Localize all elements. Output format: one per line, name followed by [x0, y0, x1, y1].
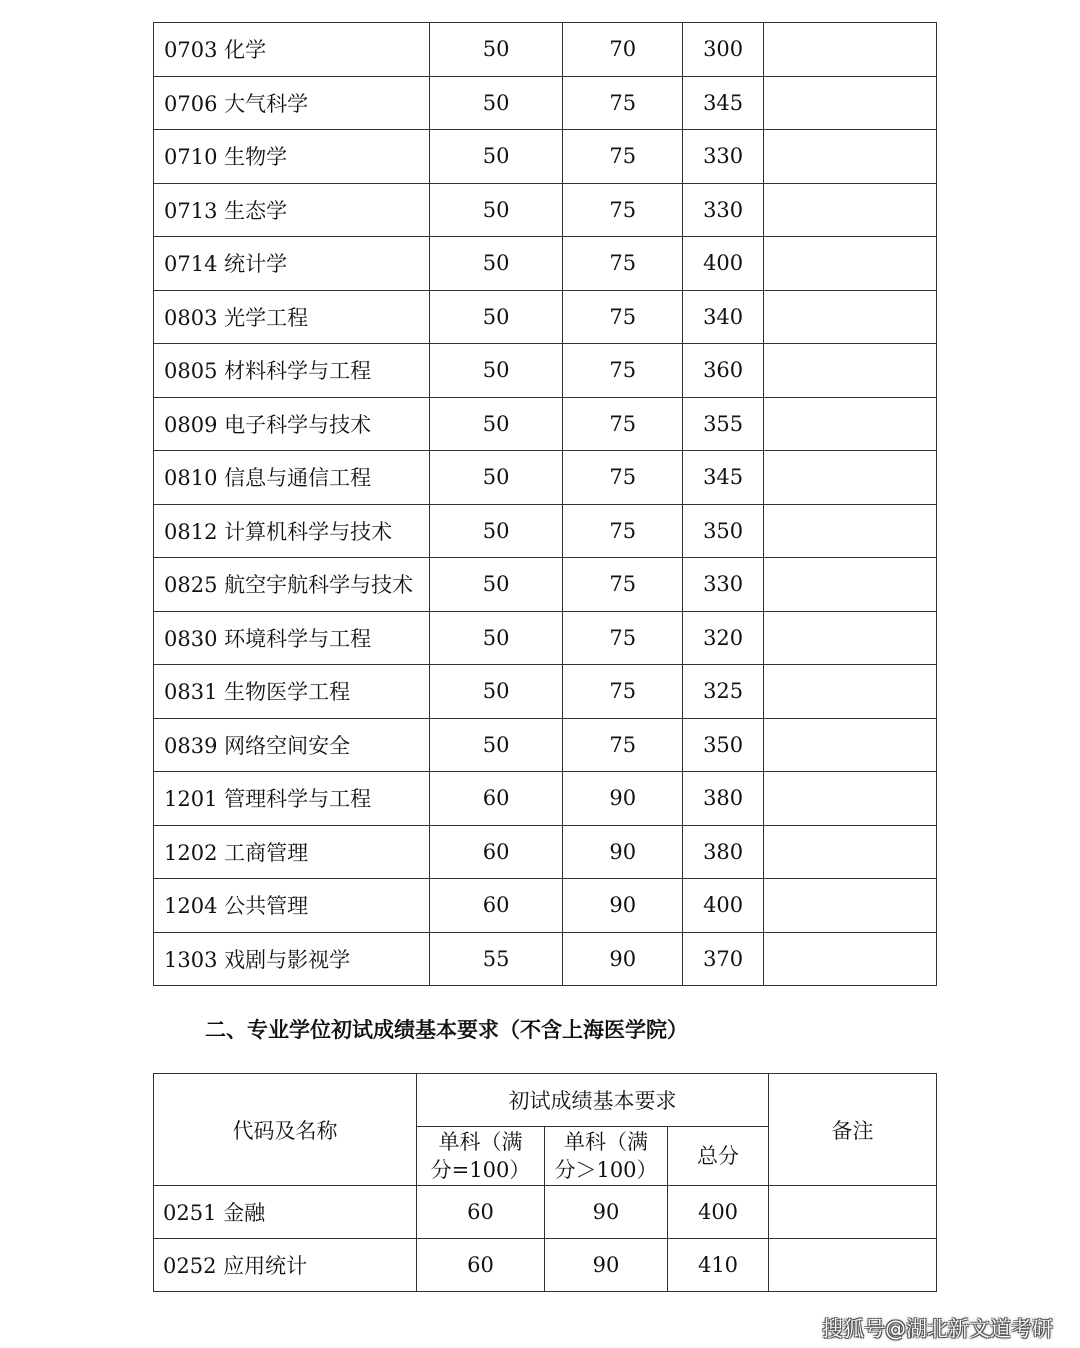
cell-total: 330 — [683, 130, 764, 184]
cell-single-over100: 75 — [563, 718, 683, 772]
table-row — [154, 23, 937, 77]
table-header-row — [154, 1074, 937, 1127]
cell-note — [764, 23, 937, 77]
cell-single-over100: 75 — [563, 237, 683, 291]
cell-note — [764, 183, 937, 237]
cell-single-100: 50 — [429, 451, 562, 505]
cell-note — [764, 397, 937, 451]
cell-single-100: 50 — [429, 344, 562, 398]
professional-score-table — [153, 1073, 937, 1292]
cell-single-100: 50 — [429, 290, 562, 344]
cell-total: 340 — [683, 290, 764, 344]
cell-code-name: 0810 信息与通信工程 — [154, 451, 430, 505]
cell-single-over100: 75 — [563, 665, 683, 719]
header-note: 备注 — [769, 1074, 937, 1186]
cell-note — [764, 344, 937, 398]
cell-total: 400 — [668, 1186, 769, 1239]
cell-single-over100: 75 — [563, 504, 683, 558]
cell-total: 325 — [683, 665, 764, 719]
cell-note — [764, 718, 937, 772]
cell-code-name: 0706 大气科学 — [154, 76, 430, 130]
cell-single-over100: 75 — [563, 451, 683, 505]
cell-total: 370 — [683, 932, 764, 986]
cell-code-name: 0713 生态学 — [154, 183, 430, 237]
cell-note — [769, 1186, 937, 1239]
table-row — [154, 665, 937, 719]
cell-code-name: 0831 生物医学工程 — [154, 665, 430, 719]
cell-single-100: 50 — [429, 611, 562, 665]
cell-single-100: 50 — [429, 718, 562, 772]
cell-code-name: 1201 管理科学与工程 — [154, 772, 430, 826]
cell-single-over100: 90 — [563, 825, 683, 879]
academic-score-table — [153, 22, 937, 986]
header-code-name: 代码及名称 — [154, 1074, 417, 1186]
cell-total: 345 — [683, 451, 764, 505]
table-row — [154, 130, 937, 184]
cell-single-over100: 75 — [563, 76, 683, 130]
cell-note — [764, 825, 937, 879]
cell-code-name: 0830 环境科学与工程 — [154, 611, 430, 665]
cell-note — [764, 130, 937, 184]
table-row — [154, 397, 937, 451]
table-row — [154, 1239, 937, 1292]
cell-single-100: 55 — [429, 932, 562, 986]
table-row — [154, 718, 937, 772]
cell-code-name: 0252 应用统计 — [154, 1239, 417, 1292]
table-row — [154, 290, 937, 344]
cell-total: 380 — [683, 772, 764, 826]
table-row — [154, 932, 937, 986]
cell-total: 410 — [668, 1239, 769, 1292]
table-row — [154, 825, 937, 879]
cell-single-100: 60 — [429, 772, 562, 826]
cell-single-over100: 90 — [563, 879, 683, 933]
cell-code-name: 0812 计算机科学与技术 — [154, 504, 430, 558]
cell-code-name: 0251 金融 — [154, 1186, 417, 1239]
section-heading: 二、专业学位初试成绩基本要求（不含上海医学院） — [205, 1018, 688, 1042]
cell-total: 350 — [683, 504, 764, 558]
cell-total: 360 — [683, 344, 764, 398]
cell-note — [764, 504, 937, 558]
cell-code-name: 0703 化学 — [154, 23, 430, 77]
header-single-100-line1: 单科（满 — [438, 1130, 523, 1154]
cell-single-over100: 75 — [563, 183, 683, 237]
cell-note — [764, 665, 937, 719]
cell-single-over100: 75 — [563, 558, 683, 612]
cell-single-over100: 75 — [563, 397, 683, 451]
table-row — [154, 451, 937, 505]
header-requirements: 初试成绩基本要求 — [417, 1074, 769, 1127]
table-row — [154, 76, 937, 130]
table-row — [154, 879, 937, 933]
cell-total: 330 — [683, 558, 764, 612]
cell-total: 330 — [683, 183, 764, 237]
header-single-over100-line2: 分＞100） — [554, 1158, 658, 1182]
cell-code-name: 1303 戏剧与影视学 — [154, 932, 430, 986]
cell-single-100: 60 — [417, 1186, 545, 1239]
table-row — [154, 611, 937, 665]
cell-note — [764, 932, 937, 986]
cell-single-over100: 90 — [545, 1239, 668, 1292]
cell-code-name: 1204 公共管理 — [154, 879, 430, 933]
cell-note — [764, 558, 937, 612]
cell-code-name: 0825 航空宇航科学与技术 — [154, 558, 430, 612]
table-row — [154, 1186, 937, 1239]
cell-code-name: 0805 材料科学与工程 — [154, 344, 430, 398]
cell-single-over100: 90 — [545, 1186, 668, 1239]
header-single-100 — [417, 1127, 545, 1186]
cell-code-name: 0803 光学工程 — [154, 290, 430, 344]
header-total: 总分 — [668, 1127, 769, 1186]
cell-single-over100: 75 — [563, 290, 683, 344]
cell-total: 300 — [683, 23, 764, 77]
cell-single-100: 50 — [429, 23, 562, 77]
table-row — [154, 772, 937, 826]
header-single-100-line2: 分=100） — [430, 1158, 531, 1182]
cell-note — [764, 451, 937, 505]
cell-note — [764, 290, 937, 344]
academic-score-table-body — [154, 23, 937, 986]
cell-total: 320 — [683, 611, 764, 665]
cell-single-over100: 75 — [563, 611, 683, 665]
cell-single-over100: 90 — [563, 932, 683, 986]
cell-single-over100: 70 — [563, 23, 683, 77]
cell-code-name: 0714 统计学 — [154, 237, 430, 291]
professional-score-table-body — [154, 1186, 937, 1292]
cell-total: 400 — [683, 237, 764, 291]
cell-total: 355 — [683, 397, 764, 451]
table-row — [154, 237, 937, 291]
cell-single-over100: 75 — [563, 344, 683, 398]
cell-single-100: 60 — [429, 879, 562, 933]
cell-total: 345 — [683, 76, 764, 130]
table-row — [154, 558, 937, 612]
header-single-over100 — [545, 1127, 668, 1186]
cell-single-100: 50 — [429, 237, 562, 291]
cell-code-name: 0839 网络空间安全 — [154, 718, 430, 772]
cell-code-name: 0809 电子科学与技术 — [154, 397, 430, 451]
cell-single-100: 60 — [429, 825, 562, 879]
cell-single-100: 50 — [429, 76, 562, 130]
cell-single-100: 50 — [429, 397, 562, 451]
cell-total: 380 — [683, 825, 764, 879]
cell-note — [764, 772, 937, 826]
cell-note — [769, 1239, 937, 1292]
cell-total: 400 — [683, 879, 764, 933]
cell-single-100: 50 — [429, 183, 562, 237]
cell-note — [764, 237, 937, 291]
cell-single-100: 60 — [417, 1239, 545, 1292]
cell-single-100: 50 — [429, 130, 562, 184]
cell-single-over100: 90 — [563, 772, 683, 826]
cell-note — [764, 76, 937, 130]
header-single-over100-line1: 单科（满 — [564, 1130, 648, 1154]
table-row — [154, 504, 937, 558]
cell-single-100: 50 — [429, 504, 562, 558]
cell-code-name: 1202 工商管理 — [154, 825, 430, 879]
cell-note — [764, 611, 937, 665]
cell-code-name: 0710 生物学 — [154, 130, 430, 184]
cell-single-100: 50 — [429, 558, 562, 612]
cell-total: 350 — [683, 718, 764, 772]
table-row — [154, 344, 937, 398]
cell-note — [764, 879, 937, 933]
table-row — [154, 183, 937, 237]
watermark-text: 搜狐号@湖北新文道考研 — [822, 1317, 1053, 1341]
cell-single-over100: 75 — [563, 130, 683, 184]
cell-single-100: 50 — [429, 665, 562, 719]
